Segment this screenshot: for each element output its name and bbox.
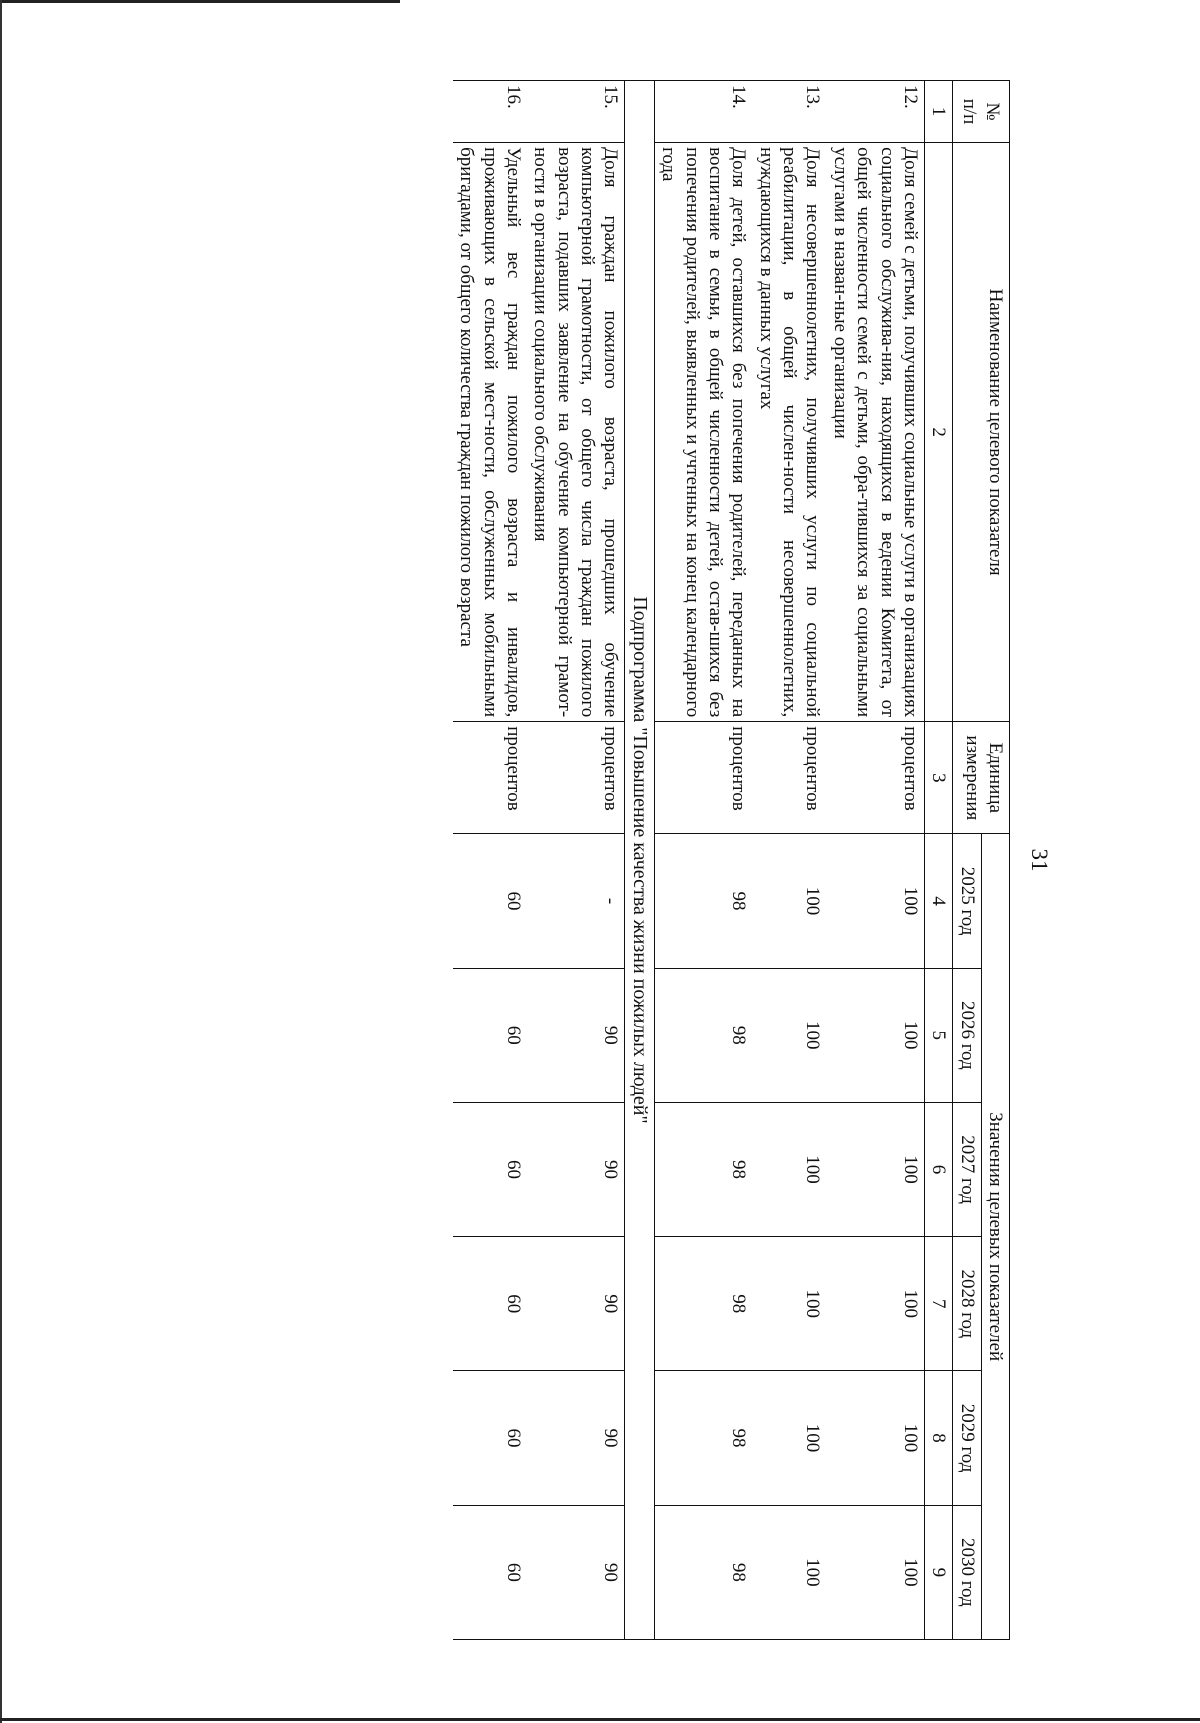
row-number: 12. bbox=[826, 81, 924, 143]
header-row-column-numbers bbox=[924, 81, 952, 1640]
table-row bbox=[752, 81, 826, 1640]
unit-of-measure: процентов bbox=[752, 722, 826, 834]
indicator-value: 90 bbox=[527, 968, 625, 1102]
indicator-value: 100 bbox=[752, 1102, 826, 1236]
indicator-value: 60 bbox=[453, 968, 527, 1102]
indicator-value: 98 bbox=[654, 834, 752, 968]
column-number: 4 bbox=[924, 834, 952, 968]
column-number: 8 bbox=[924, 1371, 952, 1505]
indicator-value: 100 bbox=[752, 1371, 826, 1505]
unit-of-measure: процентов bbox=[527, 722, 625, 834]
header-unit: Единица измерения bbox=[953, 722, 1010, 834]
indicator-value: 60 bbox=[453, 1505, 527, 1639]
indicator-value: 100 bbox=[826, 1237, 924, 1371]
column-number: 7 bbox=[924, 1237, 952, 1371]
row-number: 14. bbox=[654, 81, 752, 143]
indicator-value: 100 bbox=[752, 834, 826, 968]
table-body-part1 bbox=[654, 81, 924, 1640]
table-row bbox=[826, 81, 924, 1640]
indicator-value: 100 bbox=[752, 968, 826, 1102]
table-row bbox=[453, 81, 527, 1640]
column-number: 1 bbox=[924, 81, 952, 143]
target-indicators-table bbox=[453, 80, 1010, 1640]
indicator-value: 98 bbox=[654, 1237, 752, 1371]
header-num: № п/п bbox=[953, 81, 1010, 143]
subprogram-section bbox=[625, 81, 655, 1640]
indicator-value: 100 bbox=[752, 1237, 826, 1371]
indicator-value: 98 bbox=[654, 968, 752, 1102]
indicator-name: Доля граждан пожилого возраста, прошедших обучение компьютерной грамотности, от общего числа граждан пожилого возраста, подавших заявление на обучение компьютерной грамот-ности в организации социального обслуживания bbox=[527, 143, 625, 722]
indicator-value: 90 bbox=[527, 1237, 625, 1371]
scan-edge-left bbox=[0, 0, 2, 1723]
indicator-value: 90 bbox=[527, 1505, 625, 1639]
table-body-part2 bbox=[453, 81, 625, 1640]
header-row-1 bbox=[981, 81, 1009, 1640]
table-row bbox=[527, 81, 625, 1640]
indicator-value: 60 bbox=[453, 1237, 527, 1371]
indicator-name: Удельный вес граждан пожилого возраста и инвалидов, проживающих в сельской мест-ности, обслуженных мобильными бригадами, от общего количества граждан пожилого возраста bbox=[453, 143, 527, 722]
column-number: 3 bbox=[924, 722, 952, 834]
header-year: 2025 год bbox=[953, 834, 981, 968]
document-page bbox=[140, 80, 1060, 1640]
row-number: 13. bbox=[752, 81, 826, 143]
column-number: 5 bbox=[924, 968, 952, 1102]
subprogram-title: Подпрограмма "Повышение качества жизни пожилых людей" bbox=[625, 81, 655, 1640]
row-number: 16. bbox=[453, 81, 527, 143]
indicator-value: 100 bbox=[826, 834, 924, 968]
page-number: 31 bbox=[1027, 848, 1052, 872]
indicator-value: 60 bbox=[453, 834, 527, 968]
indicator-name: Доля детей, оставшихся без попечения родителей, переданных на воспитание в семьи, в общей численности детей, остав-шихся без попечения родителей, выявленных и учтенных на конец календарного года bbox=[654, 143, 752, 722]
indicator-value: 98 bbox=[654, 1371, 752, 1505]
indicator-value: 98 bbox=[654, 1102, 752, 1236]
unit-of-measure: процентов bbox=[453, 722, 527, 834]
header-year: 2026 год bbox=[953, 968, 981, 1102]
header-year: 2030 год bbox=[953, 1505, 981, 1639]
indicator-value: 90 bbox=[527, 1102, 625, 1236]
indicator-value: 60 bbox=[453, 1102, 527, 1236]
unit-of-measure: процентов bbox=[654, 722, 752, 834]
table-row bbox=[654, 81, 752, 1640]
header-values-group: Значения целевых показателей bbox=[981, 834, 1009, 1640]
indicator-value: 100 bbox=[826, 1102, 924, 1236]
subprogram-row bbox=[625, 81, 655, 1640]
indicator-name: Доля семей с детьми, получивших социальные услуги в организациях социального обслужива-ния, находящихся в ведении Комитета, от общей численности семей с детьми, обра-тившихся за социальными услугами в назван-ные организации bbox=[826, 143, 924, 722]
indicator-value: 98 bbox=[654, 1505, 752, 1639]
header-year: 2027 год bbox=[953, 1102, 981, 1236]
scan-edge-top bbox=[0, 0, 400, 3]
column-number: 9 bbox=[924, 1505, 952, 1639]
scan-edge-bottom bbox=[0, 1718, 1200, 1721]
indicator-value: 100 bbox=[826, 1371, 924, 1505]
header-name: Наименование целевого показателя bbox=[953, 143, 1010, 722]
header-year: 2028 год bbox=[953, 1237, 981, 1371]
header-year: 2029 год bbox=[953, 1371, 981, 1505]
indicator-value: 60 bbox=[453, 1371, 527, 1505]
indicator-value: 100 bbox=[826, 968, 924, 1102]
unit-of-measure: процентов bbox=[826, 722, 924, 834]
indicator-value: 100 bbox=[752, 1505, 826, 1639]
indicator-value: 90 bbox=[527, 1371, 625, 1505]
column-number: 2 bbox=[924, 143, 952, 722]
column-number: 6 bbox=[924, 1102, 952, 1236]
row-number: 15. bbox=[527, 81, 625, 143]
indicator-name: Доля несовершеннолетних, получивших услуги по социальной реабилитации, в общей числен-ности несовершеннолетних, нуждающихся в данных услугах bbox=[752, 143, 826, 722]
indicator-value: 100 bbox=[826, 1505, 924, 1639]
indicator-value: - bbox=[527, 834, 625, 968]
